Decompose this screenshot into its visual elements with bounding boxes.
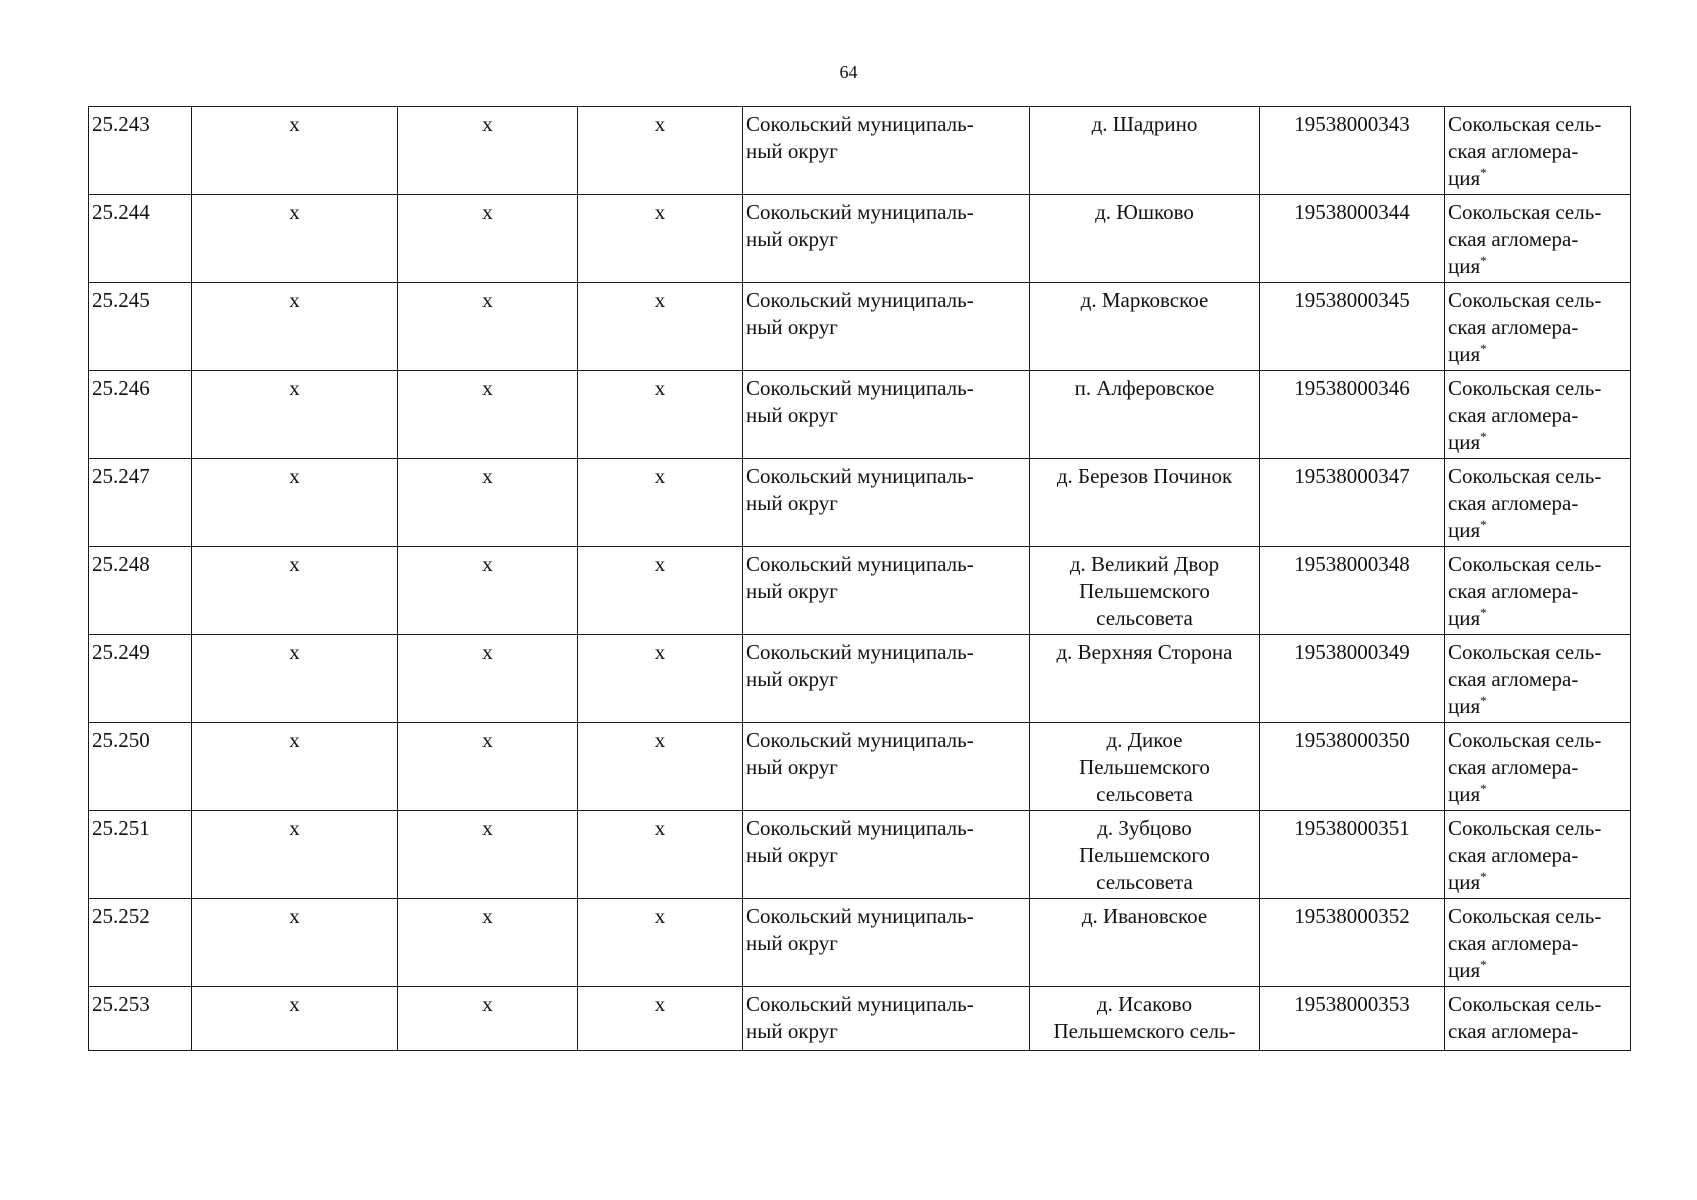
locality-cell bbox=[1030, 723, 1260, 811]
x-cell-3: х bbox=[578, 811, 743, 899]
agglomeration-cell-line bbox=[1448, 842, 1627, 869]
locality-cell-line bbox=[1033, 111, 1256, 138]
agglomeration-cell-line-text: ская агломера- bbox=[1448, 579, 1579, 603]
municipality-cell-line-text: ный округ bbox=[746, 403, 838, 427]
agglomeration-cell-line bbox=[1448, 578, 1627, 605]
footnote-mark: * bbox=[1480, 957, 1487, 972]
municipality-cell-line-text: ный округ bbox=[746, 755, 838, 779]
locality-cell-line bbox=[1033, 869, 1256, 896]
locality-cell-line-text: д. Шадрино bbox=[1091, 112, 1198, 136]
locality-cell bbox=[1030, 547, 1260, 635]
x-cell-1: х bbox=[192, 195, 398, 283]
x-cell-2: х bbox=[398, 195, 578, 283]
agglomeration-cell bbox=[1445, 195, 1631, 283]
agglomeration-cell-line bbox=[1448, 754, 1627, 781]
code-cell: 19538000348 bbox=[1260, 547, 1445, 635]
code-cell: 19538000353 bbox=[1260, 987, 1445, 1051]
locality-cell-line-text: Пельшемского bbox=[1079, 755, 1210, 779]
agglomeration-cell bbox=[1445, 811, 1631, 899]
x-cell-2: х bbox=[398, 283, 578, 371]
agglomeration-cell-line bbox=[1448, 490, 1627, 517]
municipality-cell-line-text: Сокольский муниципаль- bbox=[746, 728, 974, 752]
municipality-cell-line bbox=[746, 402, 1026, 429]
municipality-cell bbox=[743, 635, 1030, 723]
locality-cell-line-text: д. Марковское bbox=[1080, 288, 1209, 312]
agglomeration-cell-line-text: ская агломера- bbox=[1448, 315, 1579, 339]
municipality-cell-line-text: ный округ bbox=[746, 931, 838, 955]
footnote-mark: * bbox=[1480, 517, 1487, 532]
locality-cell-line-text: Пельшемского bbox=[1079, 579, 1210, 603]
agglomeration-cell-line-text: Сокольская сель- bbox=[1448, 992, 1602, 1016]
table-row bbox=[89, 371, 1631, 459]
municipality-cell-line bbox=[746, 375, 1026, 402]
footnote-mark: * bbox=[1480, 605, 1487, 620]
municipality-cell bbox=[743, 723, 1030, 811]
agglomeration-cell-line-text: ция bbox=[1448, 254, 1481, 278]
agglomeration-cell-line-text: ская агломера- bbox=[1448, 403, 1579, 427]
x-cell-3: х bbox=[578, 107, 743, 195]
municipality-cell-line bbox=[746, 666, 1026, 693]
locality-cell-line bbox=[1033, 639, 1256, 666]
locality-cell-line bbox=[1033, 903, 1256, 930]
municipality-cell-line-text: Сокольский муниципаль- bbox=[746, 816, 974, 840]
row-number-cell: 25.248 bbox=[89, 547, 192, 635]
municipality-cell-line-text: Сокольский муниципаль- bbox=[746, 552, 974, 576]
x-cell-3: х bbox=[578, 459, 743, 547]
x-cell-3: х bbox=[578, 899, 743, 987]
locality-cell-line-text: д. Исаково bbox=[1096, 992, 1193, 1016]
table-row bbox=[89, 899, 1631, 987]
locality-cell-line bbox=[1033, 199, 1256, 226]
agglomeration-cell-line-text: ская агломера- bbox=[1448, 755, 1579, 779]
footnote-mark: * bbox=[1480, 693, 1487, 708]
locality-cell-line-text: д. Верхняя Сторона bbox=[1056, 640, 1233, 664]
municipality-cell-line bbox=[746, 842, 1026, 869]
agglomeration-cell-line-text: Сокольская сель- bbox=[1448, 288, 1602, 312]
agglomeration-cell-line-text: Сокольская сель- bbox=[1448, 904, 1602, 928]
row-number-cell: 25.253 bbox=[89, 987, 192, 1051]
locality-cell-line-text: д. Великий Двор bbox=[1069, 552, 1220, 576]
x-cell-2: х bbox=[398, 723, 578, 811]
x-cell-1: х bbox=[192, 107, 398, 195]
agglomeration-cell-line-text: Сокольская сель- bbox=[1448, 464, 1602, 488]
municipality-cell-line-text: Сокольский муниципаль- bbox=[746, 288, 974, 312]
municipality-cell-line-text: ный округ bbox=[746, 315, 838, 339]
agglomeration-cell-line-text: Сокольская сель- bbox=[1448, 552, 1602, 576]
x-cell-1: х bbox=[192, 987, 398, 1051]
agglomeration-cell bbox=[1445, 723, 1631, 811]
agglomeration-cell-line bbox=[1448, 226, 1627, 253]
agglomeration-cell-line-text: ция bbox=[1448, 958, 1481, 982]
agglomeration-cell-line-text: ция bbox=[1448, 518, 1481, 542]
locality-cell-line bbox=[1033, 605, 1256, 632]
code-cell: 19538000345 bbox=[1260, 283, 1445, 371]
locality-cell-line-text: сельсовета bbox=[1096, 782, 1193, 806]
agglomeration-cell-line bbox=[1448, 693, 1627, 720]
code-cell: 19538000350 bbox=[1260, 723, 1445, 811]
table-row bbox=[89, 283, 1631, 371]
table-row bbox=[89, 195, 1631, 283]
agglomeration-cell-line bbox=[1448, 165, 1627, 192]
table-row bbox=[89, 107, 1631, 195]
locality-cell bbox=[1030, 107, 1260, 195]
x-cell-1: х bbox=[192, 283, 398, 371]
agglomeration-cell-line bbox=[1448, 402, 1627, 429]
footnote-mark: * bbox=[1480, 165, 1487, 180]
municipality-cell-line-text: ный округ bbox=[746, 1019, 838, 1043]
x-cell-3: х bbox=[578, 195, 743, 283]
x-cell-2: х bbox=[398, 899, 578, 987]
locality-cell bbox=[1030, 459, 1260, 547]
agglomeration-cell-line-text: ская агломера- bbox=[1448, 1019, 1579, 1043]
locality-cell-line bbox=[1033, 287, 1256, 314]
municipality-cell-line bbox=[746, 463, 1026, 490]
x-cell-1: х bbox=[192, 811, 398, 899]
agglomeration-cell-line-text: Сокольская сель- bbox=[1448, 728, 1602, 752]
agglomeration-cell-line bbox=[1448, 903, 1627, 930]
agglomeration-cell bbox=[1445, 899, 1631, 987]
locality-cell-line-text: п. Алферовское bbox=[1074, 376, 1215, 400]
locality-cell bbox=[1030, 283, 1260, 371]
table-row bbox=[89, 459, 1631, 547]
agglomeration-cell-line-text: ция bbox=[1448, 870, 1481, 894]
agglomeration-cell-line bbox=[1448, 199, 1627, 226]
agglomeration-cell-line bbox=[1448, 253, 1627, 280]
registry-table bbox=[88, 106, 1631, 1051]
row-number-cell: 25.245 bbox=[89, 283, 192, 371]
agglomeration-cell-line-text: ская агломера- bbox=[1448, 139, 1579, 163]
locality-cell bbox=[1030, 811, 1260, 899]
locality-cell-line-text: д. Дикое bbox=[1106, 728, 1183, 752]
row-number-cell: 25.244 bbox=[89, 195, 192, 283]
locality-cell-line-text: д. Березов Починок bbox=[1056, 464, 1233, 488]
x-cell-2: х bbox=[398, 811, 578, 899]
footnote-mark: * bbox=[1480, 341, 1487, 356]
locality-cell-line-text: Пельшемского сель- bbox=[1053, 1019, 1236, 1043]
municipality-cell-line-text: ный округ bbox=[746, 843, 838, 867]
x-cell-2: х bbox=[398, 635, 578, 723]
locality-cell-line bbox=[1033, 463, 1256, 490]
locality-cell-line-text: сельсовета bbox=[1096, 870, 1193, 894]
x-cell-3: х bbox=[578, 283, 743, 371]
code-cell: 19538000344 bbox=[1260, 195, 1445, 283]
agglomeration-cell-line-text: ская агломера- bbox=[1448, 227, 1579, 251]
x-cell-3: х bbox=[578, 547, 743, 635]
locality-cell-line-text: д. Ивановское bbox=[1081, 904, 1208, 928]
municipality-cell-line bbox=[746, 226, 1026, 253]
row-number-cell: 25.252 bbox=[89, 899, 192, 987]
municipality-cell-line bbox=[746, 111, 1026, 138]
municipality-cell-line-text: ный округ bbox=[746, 139, 838, 163]
municipality-cell-line bbox=[746, 1018, 1026, 1045]
locality-cell bbox=[1030, 987, 1260, 1051]
code-cell: 19538000351 bbox=[1260, 811, 1445, 899]
municipality-cell-line-text: ный округ bbox=[746, 491, 838, 515]
municipality-cell bbox=[743, 371, 1030, 459]
locality-cell-line bbox=[1033, 842, 1256, 869]
agglomeration-cell-line bbox=[1448, 375, 1627, 402]
agglomeration-cell-line-text: ская агломера- bbox=[1448, 843, 1579, 867]
municipality-cell-line-text: Сокольский муниципаль- bbox=[746, 904, 974, 928]
code-cell: 19538000343 bbox=[1260, 107, 1445, 195]
municipality-cell-line bbox=[746, 314, 1026, 341]
x-cell-2: х bbox=[398, 107, 578, 195]
municipality-cell-line bbox=[746, 727, 1026, 754]
agglomeration-cell-line-text: ская агломера- bbox=[1448, 931, 1579, 955]
municipality-cell-line bbox=[746, 991, 1026, 1018]
agglomeration-cell-line-text: Сокольская сель- bbox=[1448, 816, 1602, 840]
municipality-cell-line-text: ный округ bbox=[746, 579, 838, 603]
agglomeration-cell bbox=[1445, 987, 1631, 1051]
row-number-cell: 25.251 bbox=[89, 811, 192, 899]
agglomeration-cell-line bbox=[1448, 815, 1627, 842]
table-row bbox=[89, 811, 1631, 899]
locality-cell bbox=[1030, 635, 1260, 723]
agglomeration-cell-line bbox=[1448, 1018, 1627, 1045]
municipality-cell bbox=[743, 899, 1030, 987]
municipality-cell-line-text: Сокольский муниципаль- bbox=[746, 200, 974, 224]
locality-cell-line-text: д. Зубцово bbox=[1097, 816, 1192, 840]
agglomeration-cell-line bbox=[1448, 463, 1627, 490]
row-number-cell: 25.243 bbox=[89, 107, 192, 195]
agglomeration-cell-line-text: ская агломера- bbox=[1448, 667, 1579, 691]
page-number: 64 bbox=[839, 62, 858, 82]
footnote-mark: * bbox=[1480, 869, 1487, 884]
locality-cell bbox=[1030, 899, 1260, 987]
municipality-cell-line bbox=[746, 490, 1026, 517]
row-number-cell: 25.247 bbox=[89, 459, 192, 547]
agglomeration-cell-line bbox=[1448, 781, 1627, 808]
x-cell-2: х bbox=[398, 459, 578, 547]
table-body bbox=[89, 107, 1631, 1051]
agglomeration-cell-line bbox=[1448, 551, 1627, 578]
table-row bbox=[89, 635, 1631, 723]
municipality-cell bbox=[743, 459, 1030, 547]
municipality-cell bbox=[743, 283, 1030, 371]
agglomeration-cell-line-text: Сокольская сель- bbox=[1448, 112, 1602, 136]
agglomeration-cell-line bbox=[1448, 639, 1627, 666]
x-cell-1: х bbox=[192, 547, 398, 635]
locality-cell-line bbox=[1033, 991, 1256, 1018]
municipality-cell-line-text: Сокольский муниципаль- bbox=[746, 376, 974, 400]
x-cell-3: х bbox=[578, 371, 743, 459]
agglomeration-cell-line-text: ция bbox=[1448, 694, 1481, 718]
agglomeration-cell-line bbox=[1448, 605, 1627, 632]
code-cell: 19538000346 bbox=[1260, 371, 1445, 459]
municipality-cell bbox=[743, 987, 1030, 1051]
table-row bbox=[89, 723, 1631, 811]
agglomeration-cell bbox=[1445, 547, 1631, 635]
locality-cell-line bbox=[1033, 815, 1256, 842]
locality-cell bbox=[1030, 195, 1260, 283]
locality-cell bbox=[1030, 371, 1260, 459]
agglomeration-cell-line-text: Сокольская сель- bbox=[1448, 640, 1602, 664]
municipality-cell-line bbox=[746, 199, 1026, 226]
agglomeration-cell-line-text: ция bbox=[1448, 430, 1481, 454]
code-cell: 19538000349 bbox=[1260, 635, 1445, 723]
locality-cell-line bbox=[1033, 781, 1256, 808]
municipality-cell-line bbox=[746, 639, 1026, 666]
table-row bbox=[89, 987, 1631, 1051]
locality-cell-line-text: сельсовета bbox=[1096, 606, 1193, 630]
agglomeration-cell-line bbox=[1448, 666, 1627, 693]
row-number-cell: 25.249 bbox=[89, 635, 192, 723]
municipality-cell bbox=[743, 547, 1030, 635]
municipality-cell-line bbox=[746, 287, 1026, 314]
x-cell-3: х bbox=[578, 987, 743, 1051]
agglomeration-cell-line bbox=[1448, 314, 1627, 341]
agglomeration-cell-line-text: ция bbox=[1448, 782, 1481, 806]
x-cell-1: х bbox=[192, 899, 398, 987]
municipality-cell-line-text: Сокольский муниципаль- bbox=[746, 112, 974, 136]
x-cell-1: х bbox=[192, 723, 398, 811]
locality-cell-line bbox=[1033, 578, 1256, 605]
municipality-cell-line-text: Сокольский муниципаль- bbox=[746, 992, 974, 1016]
agglomeration-cell-line-text: ция bbox=[1448, 606, 1481, 630]
municipality-cell-line bbox=[746, 930, 1026, 957]
locality-cell-line bbox=[1033, 551, 1256, 578]
locality-cell-line bbox=[1033, 1018, 1256, 1045]
x-cell-3: х bbox=[578, 723, 743, 811]
municipality-cell-line-text: ный округ bbox=[746, 667, 838, 691]
agglomeration-cell-line bbox=[1448, 138, 1627, 165]
x-cell-1: х bbox=[192, 635, 398, 723]
agglomeration-cell-line bbox=[1448, 341, 1627, 368]
locality-cell-line-text: д. Юшково bbox=[1095, 200, 1194, 224]
agglomeration-cell bbox=[1445, 459, 1631, 547]
agglomeration-cell-line bbox=[1448, 869, 1627, 896]
x-cell-2: х bbox=[398, 371, 578, 459]
agglomeration-cell bbox=[1445, 635, 1631, 723]
row-number-cell: 25.250 bbox=[89, 723, 192, 811]
x-cell-1: х bbox=[192, 459, 398, 547]
municipality-cell-line-text: Сокольский муниципаль- bbox=[746, 640, 974, 664]
code-cell: 19538000347 bbox=[1260, 459, 1445, 547]
municipality-cell-line-text: Сокольский муниципаль- bbox=[746, 464, 974, 488]
municipality-cell-line bbox=[746, 754, 1026, 781]
agglomeration-cell-line bbox=[1448, 517, 1627, 544]
locality-cell-line bbox=[1033, 375, 1256, 402]
locality-cell-line bbox=[1033, 727, 1256, 754]
locality-cell-line bbox=[1033, 754, 1256, 781]
footnote-mark: * bbox=[1480, 253, 1487, 268]
row-number-cell: 25.246 bbox=[89, 371, 192, 459]
x-cell-3: х bbox=[578, 635, 743, 723]
agglomeration-cell-line bbox=[1448, 111, 1627, 138]
municipality-cell-line bbox=[746, 903, 1026, 930]
code-cell: 19538000352 bbox=[1260, 899, 1445, 987]
x-cell-2: х bbox=[398, 547, 578, 635]
footnote-mark: * bbox=[1480, 781, 1487, 796]
agglomeration-cell bbox=[1445, 371, 1631, 459]
locality-cell-line-text: Пельшемского bbox=[1079, 843, 1210, 867]
agglomeration-cell bbox=[1445, 107, 1631, 195]
agglomeration-cell-line bbox=[1448, 727, 1627, 754]
x-cell-1: х bbox=[192, 371, 398, 459]
x-cell-2: х bbox=[398, 987, 578, 1051]
table-row bbox=[89, 547, 1631, 635]
agglomeration-cell-line bbox=[1448, 957, 1627, 984]
agglomeration-cell-line-text: ская агломера- bbox=[1448, 491, 1579, 515]
municipality-cell bbox=[743, 195, 1030, 283]
footnote-mark: * bbox=[1480, 429, 1487, 444]
municipality-cell-line-text: ный округ bbox=[746, 227, 838, 251]
municipality-cell-line bbox=[746, 815, 1026, 842]
municipality-cell-line bbox=[746, 138, 1026, 165]
agglomeration-cell-line bbox=[1448, 429, 1627, 456]
agglomeration-cell bbox=[1445, 283, 1631, 371]
agglomeration-cell-line-text: ция bbox=[1448, 342, 1481, 366]
agglomeration-cell-line bbox=[1448, 287, 1627, 314]
municipality-cell-line bbox=[746, 551, 1026, 578]
agglomeration-cell-line-text: Сокольская сель- bbox=[1448, 376, 1602, 400]
municipality-cell-line bbox=[746, 578, 1026, 605]
agglomeration-cell-line bbox=[1448, 991, 1627, 1018]
municipality-cell bbox=[743, 107, 1030, 195]
agglomeration-cell-line-text: Сокольская сель- bbox=[1448, 200, 1602, 224]
agglomeration-cell-line-text: ция bbox=[1448, 166, 1481, 190]
agglomeration-cell-line bbox=[1448, 930, 1627, 957]
municipality-cell bbox=[743, 811, 1030, 899]
